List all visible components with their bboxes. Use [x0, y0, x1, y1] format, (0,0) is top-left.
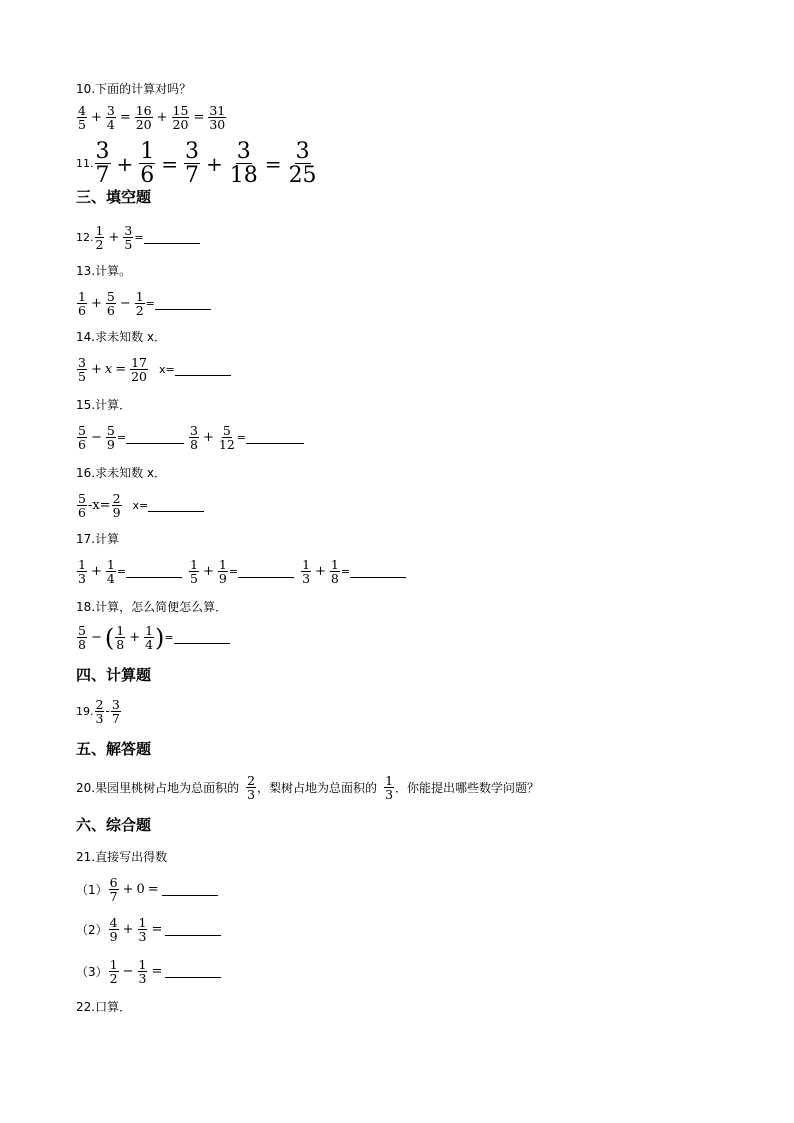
question-20-text-3: ．你能提出哪些数学问题？: [395, 781, 540, 795]
fraction: $\frac{5}{6}$: [106, 289, 115, 318]
question-20-text-2: ，梨树占地为总面积的: [257, 781, 378, 795]
fraction: $\frac{15}{20}$: [172, 103, 189, 132]
right-parenthesis: ): [155, 623, 165, 652]
fraction: $\frac{3}{18}$: [229, 139, 258, 188]
fraction: $\frac{1}{4}$: [145, 623, 154, 652]
question-13-expression: [76, 290, 211, 317]
equals-sign: =: [151, 964, 163, 979]
equals-sign: =: [134, 231, 144, 244]
question-16-label: 16.求未知数 x．: [76, 466, 167, 480]
fraction: 2 3: [95, 697, 104, 726]
question-11-number: 11.: [76, 157, 94, 170]
question-14-expression: [76, 356, 231, 383]
fraction: 1 6: [78, 289, 86, 318]
question-10-label: 10.下面的计算对吗？: [76, 82, 192, 96]
fraction: $\frac{1}{2}$: [135, 289, 144, 318]
zero: 0: [136, 882, 145, 897]
fraction: 5 6: [78, 491, 86, 520]
answer-blank[interactable]: [155, 297, 211, 310]
plus-sign: +: [129, 630, 141, 645]
fraction: $\frac{3}{7}$: [185, 139, 200, 188]
plus-sign: +: [202, 430, 214, 445]
minus-sign: −: [90, 630, 102, 645]
question-21-item-1: [76, 876, 218, 903]
fraction: 2 3: [247, 773, 256, 802]
equals-sign: =: [116, 431, 127, 444]
answer-prefix: x=: [132, 499, 149, 512]
fraction: 5 8: [78, 623, 86, 652]
equals-sign: =: [228, 565, 239, 578]
question-21-label: 21.直接写出得数: [76, 850, 168, 864]
plus-sign: +: [90, 296, 102, 311]
fraction: $\frac{31}{30}$: [209, 103, 226, 132]
question-13-label: 13.计算。: [76, 264, 132, 278]
plus-sign: +: [108, 230, 120, 245]
question-21-item-2: [76, 916, 221, 943]
question-19-number: 19.: [76, 705, 94, 718]
fraction: 6 7: [109, 875, 118, 904]
plus-sign: +: [90, 362, 102, 377]
plus-sign: +: [206, 151, 223, 176]
fraction: $\frac{1}{9}$: [218, 557, 227, 586]
fraction: 3 7: [111, 697, 120, 726]
fraction: 1 3: [78, 557, 86, 586]
answer-blank[interactable]: [165, 965, 221, 978]
plus-sign: +: [90, 564, 102, 579]
question-14-label: 14.求未知数 x．: [76, 330, 167, 344]
equals-sign: =: [116, 565, 127, 578]
question-15-expression: [76, 424, 304, 451]
fraction: 1 3: [385, 773, 394, 802]
section-6-title: 六、综合题: [76, 816, 152, 834]
fraction: $\frac{3}{4}$: [106, 103, 115, 132]
equals-sign: =: [193, 110, 205, 125]
fraction: 1 5: [190, 557, 198, 586]
fraction: $\frac{1}{3}$: [138, 957, 147, 986]
fraction: 1 2: [109, 957, 118, 986]
fraction: $\frac{1}{6}$: [140, 139, 155, 188]
plus-sign: +: [156, 110, 168, 125]
item-number: （2）: [76, 923, 108, 937]
section-4-title: 四、计算题: [76, 666, 152, 684]
fraction: 1 2: [95, 223, 104, 252]
question-16-expression: [76, 492, 204, 519]
fraction: $\frac{2}{9}$: [112, 491, 121, 520]
question-11: [76, 140, 319, 187]
plus-sign: +: [116, 151, 134, 176]
answer-blank[interactable]: [144, 231, 200, 244]
question-19: [76, 698, 122, 725]
fraction: 5 6: [78, 423, 86, 452]
answer-blank[interactable]: [350, 565, 406, 578]
question-17-expression: [76, 558, 406, 585]
question-18-expression: [76, 624, 230, 651]
answer-blank[interactable]: [162, 883, 218, 896]
equals-sign: =: [151, 922, 163, 937]
question-17-label: 17.计算: [76, 532, 120, 546]
fraction: 3 5: [78, 355, 86, 384]
fraction: $\frac{5}{12}$: [218, 423, 235, 452]
equals-sign: =: [164, 631, 174, 644]
fraction: 4 9: [109, 915, 118, 944]
answer-blank[interactable]: [174, 631, 230, 644]
equals-sign: =: [119, 110, 131, 125]
plus-sign: +: [122, 922, 134, 937]
question-20: [76, 774, 539, 801]
equals-sign: =: [340, 565, 351, 578]
plus-sign: +: [90, 110, 102, 125]
minus-sign: -: [105, 704, 110, 719]
question-22-label: 22.口算．: [76, 1000, 132, 1014]
fraction: 1 3: [302, 557, 311, 586]
item-number: （1）: [76, 883, 108, 897]
section-3-title: 三、填空题: [76, 188, 152, 206]
fraction: $\frac{5}{9}$: [106, 423, 115, 452]
expression-minus-x: -x=: [87, 498, 111, 513]
fraction: $\frac{17}{20}$: [131, 355, 148, 384]
answer-blank[interactable]: [238, 565, 294, 578]
left-parenthesis: (: [104, 623, 115, 652]
equals-sign: =: [264, 151, 282, 176]
fraction: $\frac{1}{3}$: [138, 915, 147, 944]
minus-sign: −: [119, 296, 131, 311]
answer-blank[interactable]: [148, 499, 204, 512]
question-10-expression: [76, 104, 227, 131]
fraction: $\frac{16}{20}$: [135, 103, 152, 132]
fraction: $\frac{1}{8}$: [330, 557, 339, 586]
minus-sign: −: [90, 430, 102, 445]
question-12-number: 12.: [76, 231, 94, 244]
fraction: $\frac{1}{4}$: [106, 557, 115, 586]
answer-prefix: x=: [159, 363, 175, 376]
question-12: [76, 224, 200, 251]
question-20-text-1: 20.果园里桃树占地为总面积的: [76, 781, 240, 795]
plus-sign: +: [315, 564, 326, 579]
answer-blank[interactable]: [246, 431, 304, 444]
answer-blank[interactable]: [165, 923, 221, 936]
fraction: 3 7: [95, 139, 110, 188]
equals-sign: =: [161, 151, 179, 176]
plus-sign: +: [122, 882, 134, 897]
answer-blank[interactable]: [126, 431, 184, 444]
equals-sign: =: [147, 882, 159, 897]
minus-sign: −: [122, 964, 134, 979]
item-number: （3）: [76, 965, 108, 979]
equals-sign: =: [145, 297, 155, 310]
fraction: $\frac{3}{5}$: [124, 223, 133, 252]
fraction: 4 5: [78, 103, 86, 132]
question-21-item-3: [76, 958, 221, 985]
fraction: $\frac{3}{25}$: [288, 139, 317, 188]
equals-sign: =: [236, 431, 247, 444]
fraction: 1 8: [116, 623, 125, 652]
section-5-title: 五、解答题: [76, 740, 152, 758]
question-18-label: 18.计算，怎么简便怎么算．: [76, 600, 228, 614]
variable-x: x: [104, 362, 113, 377]
question-15-label: 15.计算．: [76, 398, 132, 412]
answer-blank[interactable]: [126, 565, 182, 578]
plus-sign: +: [202, 564, 214, 579]
answer-blank[interactable]: [175, 363, 231, 376]
fraction: 3 8: [190, 423, 198, 452]
equals-sign: =: [115, 362, 127, 377]
